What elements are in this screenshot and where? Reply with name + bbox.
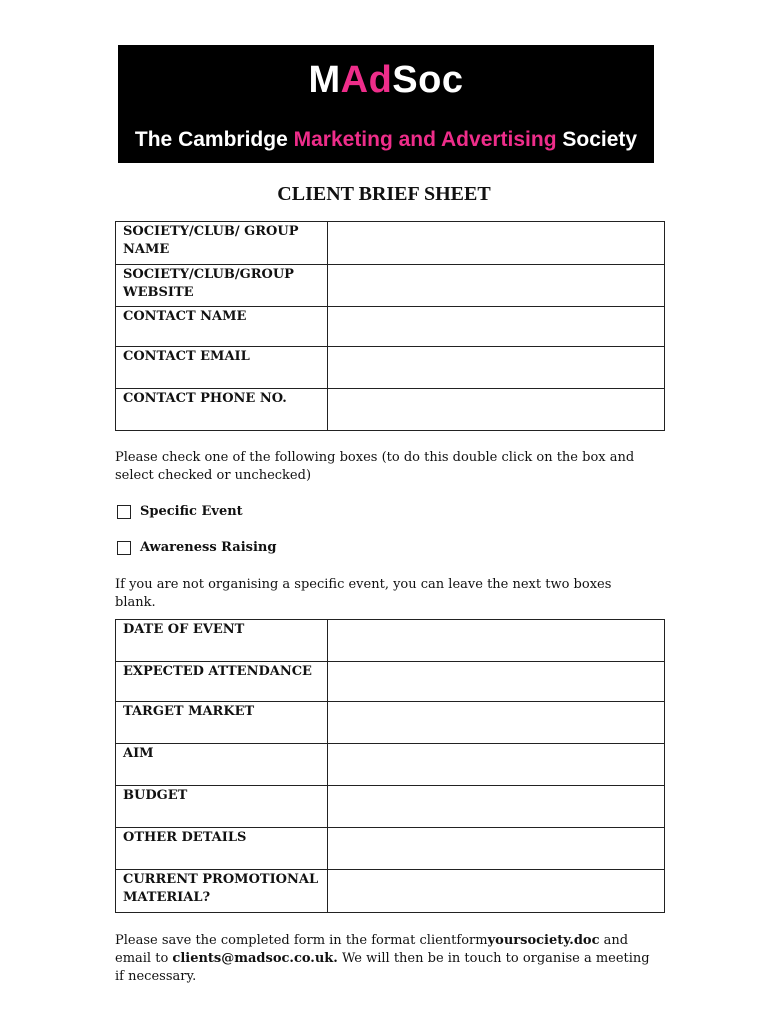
table-row [116,620,665,662]
contact-name-field[interactable] [328,307,665,347]
event-date-field[interactable] [328,620,665,662]
checkbox-instruction: Please check one of the following boxes (to do this double click on the box and select checked or unchecked) [115,450,635,483]
page-title: CLIENT BRIEF SHEET [277,183,491,205]
row-label: CONTACT EMAIL [116,347,328,389]
society-name-field[interactable] [328,222,665,265]
contact-phone-field[interactable] [328,389,665,431]
specific-event-checkbox[interactable] [117,505,131,519]
target-market-field[interactable] [328,702,665,744]
row-label: CONTACT PHONE NO. [116,389,328,431]
contact-details-table [115,221,665,431]
option-awareness-raising[interactable] [117,539,276,557]
contact-email-link[interactable]: clients@madsoc.co.uk. [172,951,338,966]
table-row [116,786,665,828]
row-label: EXPECTED ATTENDANCE [116,662,328,702]
event-details-table [115,619,665,913]
table-row [116,744,665,786]
budget-field[interactable] [328,786,665,828]
footer-instructions: Please save the completed form in the format clientformyoursociety.doc and email to clients@madsoc.co.uk. We will then be in touch to organise a meeting if necessary. [115,933,650,984]
option-specific-event[interactable] [117,503,243,521]
contact-email-field[interactable] [328,347,665,389]
option-label: Awareness Raising [140,540,277,555]
row-label: AIM [116,744,328,786]
table-row [116,265,665,307]
row-label: CURRENT PROMOTIONAL MATERIAL? [116,870,328,913]
table-row [116,662,665,702]
table-row [116,828,665,870]
option-label: Specific Event [140,504,243,519]
row-label: BUDGET [116,786,328,828]
table-row [116,702,665,744]
expected-attendance-field[interactable] [328,662,665,702]
aim-field[interactable] [328,744,665,786]
society-website-field[interactable] [328,265,665,307]
other-details-field[interactable] [328,828,665,870]
promotional-material-field[interactable] [328,870,665,913]
row-label: SOCIETY/CLUB/GROUP WEBSITE [116,265,328,307]
row-label: CONTACT NAME [116,307,328,347]
table-row [116,222,665,265]
society-tagline: The Cambridge Marketing and Advertising Society [134,128,638,151]
awareness-raising-checkbox[interactable] [117,541,131,555]
row-label: OTHER DETAILS [116,828,328,870]
madsoc-logo: MAdSoc [308,59,464,101]
table-row [116,870,665,913]
event-note: If you are not organising a specific event, you can leave the next two boxes blank. [115,577,612,610]
table-row [116,347,665,389]
row-label: SOCIETY/CLUB/ GROUP NAME [116,222,328,265]
row-label: DATE OF EVENT [116,620,328,662]
row-label: TARGET MARKET [116,702,328,744]
header-banner [118,45,654,163]
table-row [116,389,665,431]
table-row [116,307,665,347]
